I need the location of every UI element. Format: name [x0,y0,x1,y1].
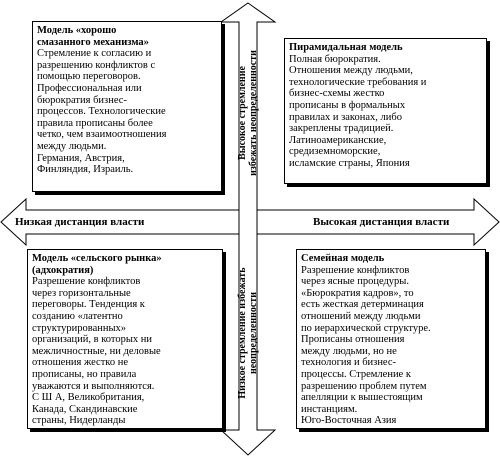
village-market-model-box [27,249,223,429]
box-body: Стремление к согласию и разрешению конфликтов с помощью переговоров. Профессиональная или бюрократия бизнес- процессов. Технологические правила прописаны более четко, чем взаимоотношения между людьми. Германия, Австрия, Финляндия, Израиль. [37,48,167,176]
high-uncertainty-avoidance-label: Высокое стремление избежать неопределенности [237,50,259,176]
box-title: Семейная модель [301,253,385,264]
box-title: Пирамидальная модель [289,42,403,53]
low-uncertainty-avoidance-label: Низкое стремление избежать неопределенности [237,267,259,399]
family-model-box [296,249,486,429]
box-title: Модель «хорошо смазанного механизма» [37,25,149,48]
box-body: Полная бюрократия. Отношения между людьми, технологические требования и бизнес-схемы жестко прописаны в формальных правилах и законах, либо закреплены традицией. Латиноамериканские, средиземноморские, исламские страны, Япония [289,53,427,169]
box-body: Разрешение конфликтов через ясные процедуры. «Бюрократия кадров», то есть жесткая детерминация отношений между людьми по иерархической структуре. Прописаны отношения между людьми, но не технология и бизнес- процессы. Стремление к разрешению проблем путем апелляции к вышестоящим инстанциям. Юго-Восточная Азия [301,264,431,427]
low-power-distance-label: Низкая дистанция власти [15,216,145,228]
box-body: Разрешение конфликтов через горизонтальные переговоры. Тенденция к созданию «латентно структурированных» организаций, в которых ни межличностные, ни деловые отношения жестко не прописаны, но правила уважаются и выполняются. С Ш А, Великобритания, Канада, Скандинавские страны, Нидерланды [32,276,161,427]
box-title: Модель «сельского рынка» (адхократия) [32,253,162,276]
high-power-distance-label: Высокая дистанция власти [313,216,450,228]
well-oiled-machine-model-box [32,21,222,192]
pyramid-model-box [284,38,487,184]
